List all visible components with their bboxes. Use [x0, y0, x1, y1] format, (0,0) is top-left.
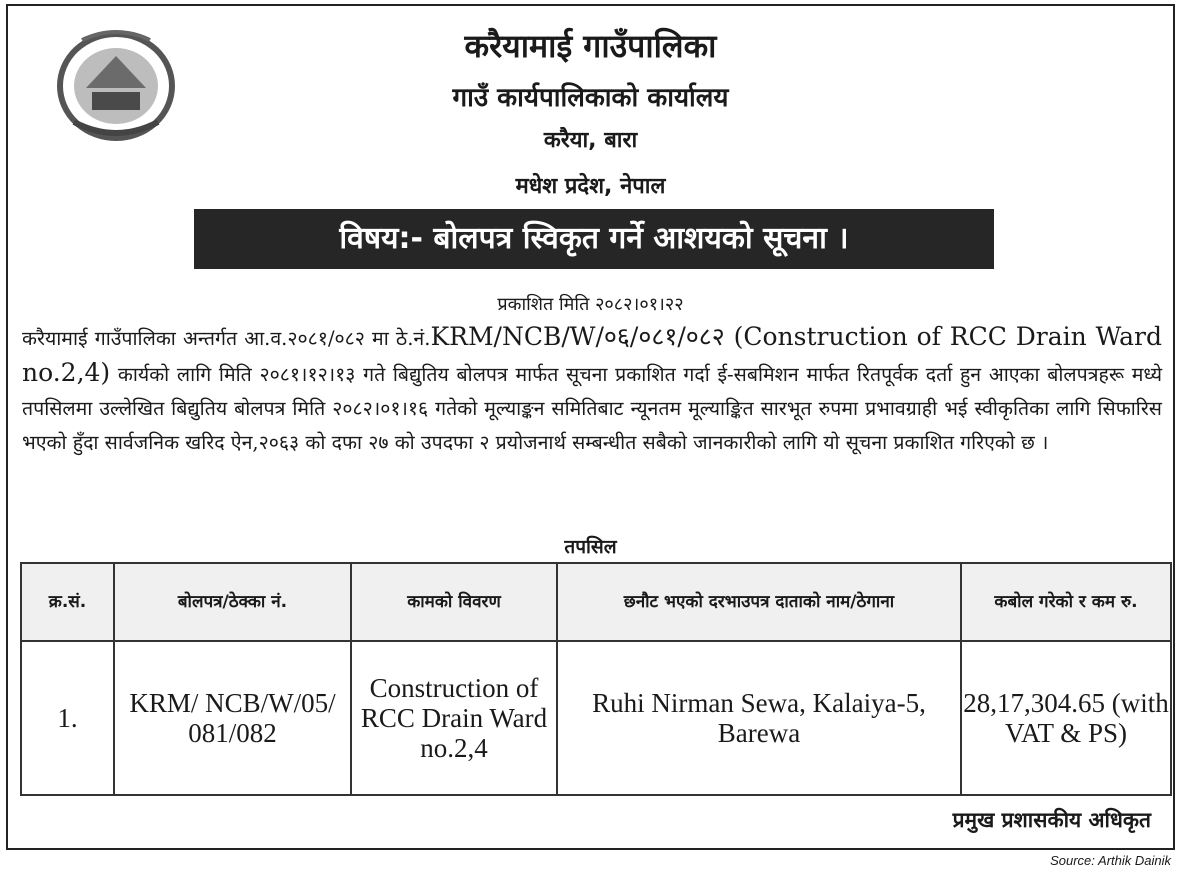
cell-description: Construction of RCC Drain Ward no.2,4: [351, 641, 557, 795]
col-bidder: छनौट भएको दरभाउपत्र दाताको नाम/ठेगाना: [557, 563, 961, 641]
col-serial: क्र.सं.: [21, 563, 114, 641]
source-credit: Source: Arthik Dainik: [1050, 853, 1171, 868]
col-contract-no: बोलपत्र/ठेक्का नं.: [114, 563, 351, 641]
cell-amount: 28,17,304.65 (with VAT & PS): [961, 641, 1171, 795]
schedule-heading: तपसिल: [564, 536, 617, 558]
signatory-title: प्रमुख प्रशासकीय अधिकृत: [952, 808, 1151, 832]
municipality-name: करैयामाई गाउँपालिका: [464, 27, 717, 65]
province-country: मधेश प्रदेश, नेपाल: [515, 174, 666, 199]
published-date: प्रकाशित मिति २०८२।०१।२२: [497, 294, 684, 315]
table-row: [21, 641, 1171, 795]
notice-frame: [6, 4, 1175, 850]
award-table: [20, 562, 1172, 796]
body-text-1: करैयामाई गाउँपालिका अन्तर्गत आ.व.२०८१/०८२ मा ठे.नं.: [22, 327, 431, 350]
cell-serial: 1.: [21, 641, 114, 795]
body-contract-ref: KRM/NCB/W/०६/०८१/०८२ (Construction of RCC Drain Ward no.2,4): [22, 322, 1163, 387]
office-location: करैया, बारा: [543, 128, 638, 153]
col-amount: कबोल गरेको र कम रु.: [961, 563, 1171, 641]
body-text-2: कार्यको लागि मिति २०८१।१२।१३ गते बिद्युतिय बोलपत्र मार्फत सूचना प्रकाशित गर्दा ई-सबमिशन मार्फत रितपूर्वक दर्ता हुन आएका बोलपत्रहरू मध्ये तपसिलमा उल्लेखित बिद्युतिय बोलपत्र मिति २०८२।०१।१६ गतेको मूल्याङ्कन समितिबाट न्यूनतम मूल्याङ्कित सारभूत रुपमा प्रभावग्राही भई स्वीकृतिका लागि सिफारिस भएको हुँदा सार्वजनिक खरिद ऐन,२०६३ को दफा २७ को उपदफा २ प्रयोजनार्थ सम्बन्धीत सबैको जानकारीको लागि यो सूचना प्रकाशित गरिएको छ ।: [22, 363, 1162, 454]
office-name: गाउँ कार्यपालिकाको कार्यालय: [452, 83, 729, 113]
table-header-row: [21, 563, 1171, 641]
cell-contract-no: KRM/ NCB/W/05/ 081/082: [114, 641, 351, 795]
notice-subject: विषय:- बोलपत्र स्विकृत गर्ने आशयको सूचना ।: [194, 209, 994, 269]
cell-bidder: Ruhi Nirman Sewa, Kalaiya-5, Barewa: [557, 641, 961, 795]
notice-body: [22, 320, 1162, 460]
col-description: कामको विवरण: [351, 563, 557, 641]
